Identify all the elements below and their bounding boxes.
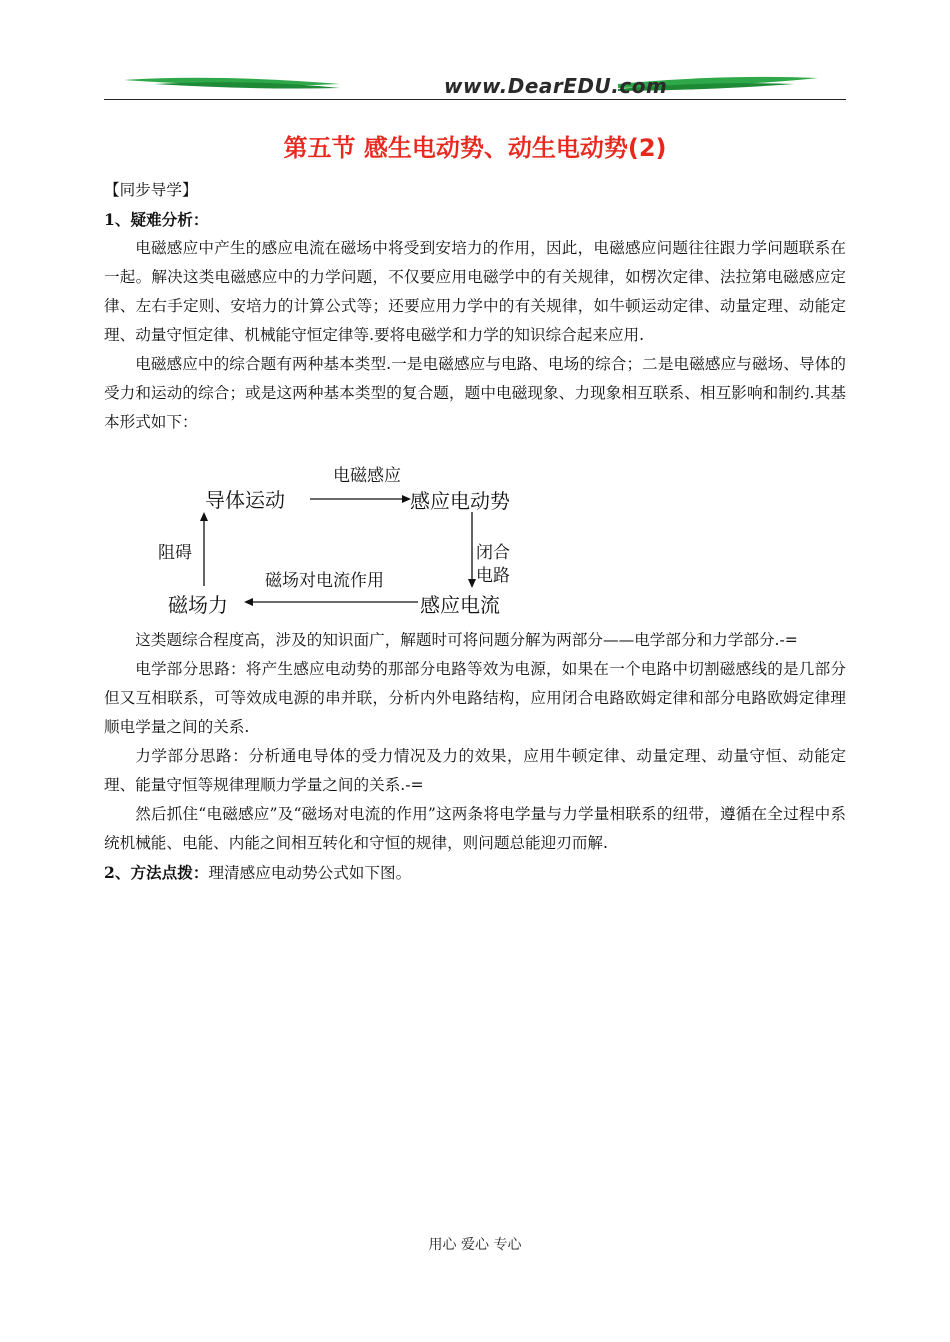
site-name[interactable]: www.DearEDU.com (444, 74, 668, 98)
node-induced-current: 感应电流 (420, 593, 500, 617)
paragraph-2: 电磁感应中的综合题有两种基本类型.一是电磁感应与电路、电场的综合；二是电磁感应与磁场、导体的受力和运动的综合；或是这两种基本类型的复合题，题中电磁现象、力现象相互联系、相互影响和制约.其基本形式如下： (104, 355, 846, 431)
section-2-text: 理清感应电动势公式如下图。 (208, 864, 412, 882)
node-conductor-motion: 导体运动 (205, 488, 285, 512)
header-divider (104, 99, 846, 100)
page-title: 第五节 感生电动势、动生电动势(2) (283, 134, 667, 162)
node-magnetic-force: 磁场力 (168, 593, 228, 617)
label-closed: 闭合 (476, 543, 510, 563)
paragraph-1: 电磁感应中产生的感应电流在磁场中将受到安培力的作用，因此，电磁感应问题往往跟力学问题联系在一起。解决这类电磁感应中的力学问题，不仅要应用电磁学中的有关规律，如楞次定律、法拉第电磁感应定律、左右手定则、安培力的计算公式等；还要应用力学中的有关规律，如牛顿运动定律、动量定理、动能定理、动量守恒定律、机械能守恒定律等.要将电磁学和力学的知识综合起来应用. (104, 239, 846, 344)
document-body (104, 176, 846, 437)
document-body-continued (104, 626, 846, 888)
section-2 (104, 858, 846, 888)
paragraph-5: 力学部分思路：分析通电导体的受力情况及力的效果，应用牛顿定律、动量定理、动量守恒、动能定理、能量守恒等规律理顺力学量之间的关系.-= (104, 747, 846, 794)
paragraph-3: 这类题综合程度高，涉及的知识面广，解题时可将问题分解为两部分——电学部分和力学部分.-= (135, 631, 798, 649)
paragraph-4: 电学部分思路：将产生感应电动势的那部分电路等效为电源，如果在一个电路中切割磁感线的是几部分但又互相联系，可等效成电源的串并联，分析内外电路结构，应用闭合电路欧姆定律和部分电路欧姆定律理顺电学量之间的关系. (104, 660, 846, 736)
paragraph-6: 然后抓住“电磁感应”及“磁场对电流的作用”这两条将电学量与力学量相联系的纽带，遵循在全过程中系统机械能、电能、内能之间相互转化和守恒的规律，则问题总能迎刃而解. (104, 805, 846, 852)
section-2-heading: 2、方法点拨： (104, 863, 209, 882)
label-field-on-current: 磁场对电流作用 (265, 571, 384, 591)
section-1-heading: 1、疑难分析： (104, 210, 209, 229)
relationship-diagram (150, 458, 550, 623)
section-tag: 【同步导学】 (104, 181, 198, 199)
page-footer: 用心 爱心 专心 (428, 1237, 522, 1253)
node-induced-emf: 感应电动势 (410, 489, 510, 513)
label-hinder: 阻碍 (158, 543, 192, 563)
label-em-induction: 电磁感应 (333, 466, 401, 486)
label-circuit: 电路 (476, 566, 510, 586)
